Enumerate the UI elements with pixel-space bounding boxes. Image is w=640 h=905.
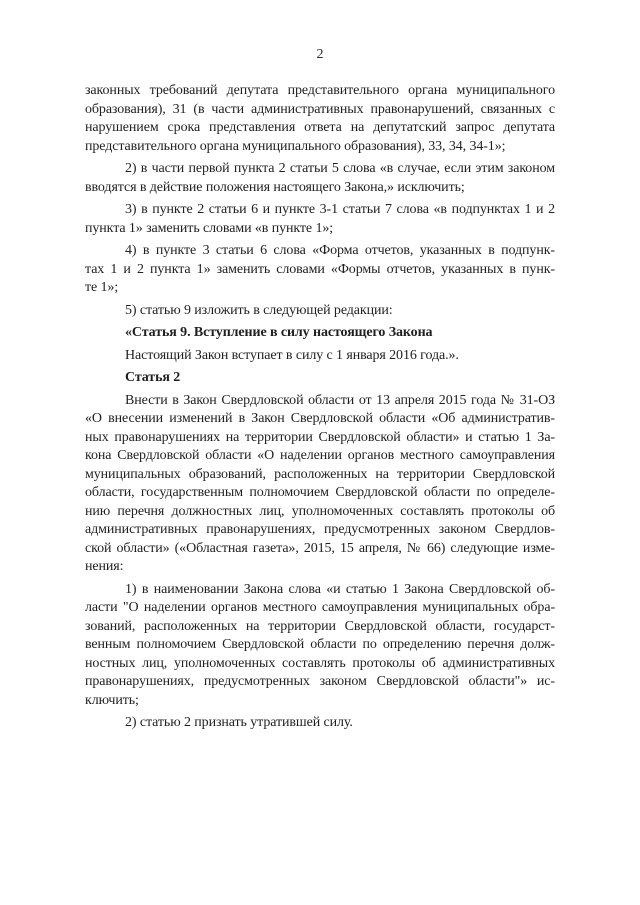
text-line: Настоящий Закон вступает в силу с 1 января 2016 года.». [125,347,459,363]
text-line: «Статья 9. Вступление в силу настоящего Закона [125,325,433,340]
page-number: 2 [316,47,324,62]
text-line: области, государственным полномочием Свердловской области по определе- [85,485,555,500]
text-line: нию перечня должностных лиц, уполномоченных составлять протоколы об [85,503,555,519]
body-paragraph [85,201,555,238]
text-line: зований, расположенных на территории Свердловской области, государст- [85,618,555,634]
body-paragraph [85,581,555,711]
document-body [85,82,555,733]
text-line: 1) в наименовании Закона слова «и статью 1 Закона Свердловской об- [125,581,555,597]
text-line: 3) в пункте 2 статьи 6 и пункте 3-1 статьи 7 слова «в подпунктах 1 и 2 [125,202,555,217]
text-line: ключить; [85,692,139,708]
text-line: ных правонарушениях на территории Свердловской области» и статью 1 За- [85,429,555,445]
text-line: ласти "О наделении органов местного самоуправления муниципальных обра- [85,600,555,615]
text-line: «О внесении изменений в Закон Свердловской области «Об административ- [85,411,555,426]
body-paragraph [85,714,555,733]
text-line: 4) в пункте 3 статьи 6 слова «Форма отчетов, указанных в подпунк- [125,243,555,258]
text-line: Статья 2 [125,370,181,385]
text-line: те 1»; [85,280,119,295]
text-line: 5) статью 9 изложить в следующей редакции: [125,302,393,318]
body-paragraph [85,160,555,197]
article-heading [85,324,555,343]
text-line: законных требований депутата представительного органа муниципального [85,83,555,98]
body-paragraph [85,347,555,366]
text-line: образования), 31 (в части административных правонарушений, связанных с [85,101,555,117]
text-line: кона Свердловской области «О наделении органов местного самоуправления [85,448,555,463]
body-paragraph [85,302,555,321]
text-line: пункта 1» заменить словами «в пункте 1»; [85,220,334,236]
body-paragraph [85,242,555,298]
body-paragraph [85,392,555,577]
text-line: ской области» («Областная газета», 2015, 15 апреля, № 66) следующие изме- [85,540,555,556]
text-line: административных правонарушениях, предусмотренных законом Свердлов- [85,522,555,537]
text-line: нарушением срока представления ответа на депутатский запрос депутата [85,120,555,135]
text-line: венным полномочием Свердловской области по определению перечня долж- [85,637,555,652]
body-paragraph [85,82,555,156]
text-line: 2) статью 2 признать утратившей силу. [125,715,353,730]
text-line: представительного органа муниципального образования), 33, 34, 34-1»; [85,138,506,154]
text-line: 2) в части первой пункта 2 статьи 5 слова «в случае, если этим законом [125,161,555,176]
text-line: правонарушениях, предусмотренных законом Свердловской области"» ис- [85,674,555,689]
article-heading [85,369,555,388]
text-line: нения: [85,559,124,574]
text-line: тах 1 и 2 пункта 1» заменить словами «Формы отчетов, указанных в пунк- [85,261,555,277]
text-line: вводятся в действие положения настоящего Закона,» исключить; [85,179,465,195]
text-line: ностных лиц, уполномоченных составлять протоколы об административных [85,655,555,671]
text-line: муниципальных образований, расположенных на территории Свердловской [85,466,555,482]
text-line: Внести в Закон Свердловской области от 13 апреля 2015 года № 31-ОЗ [125,392,555,408]
